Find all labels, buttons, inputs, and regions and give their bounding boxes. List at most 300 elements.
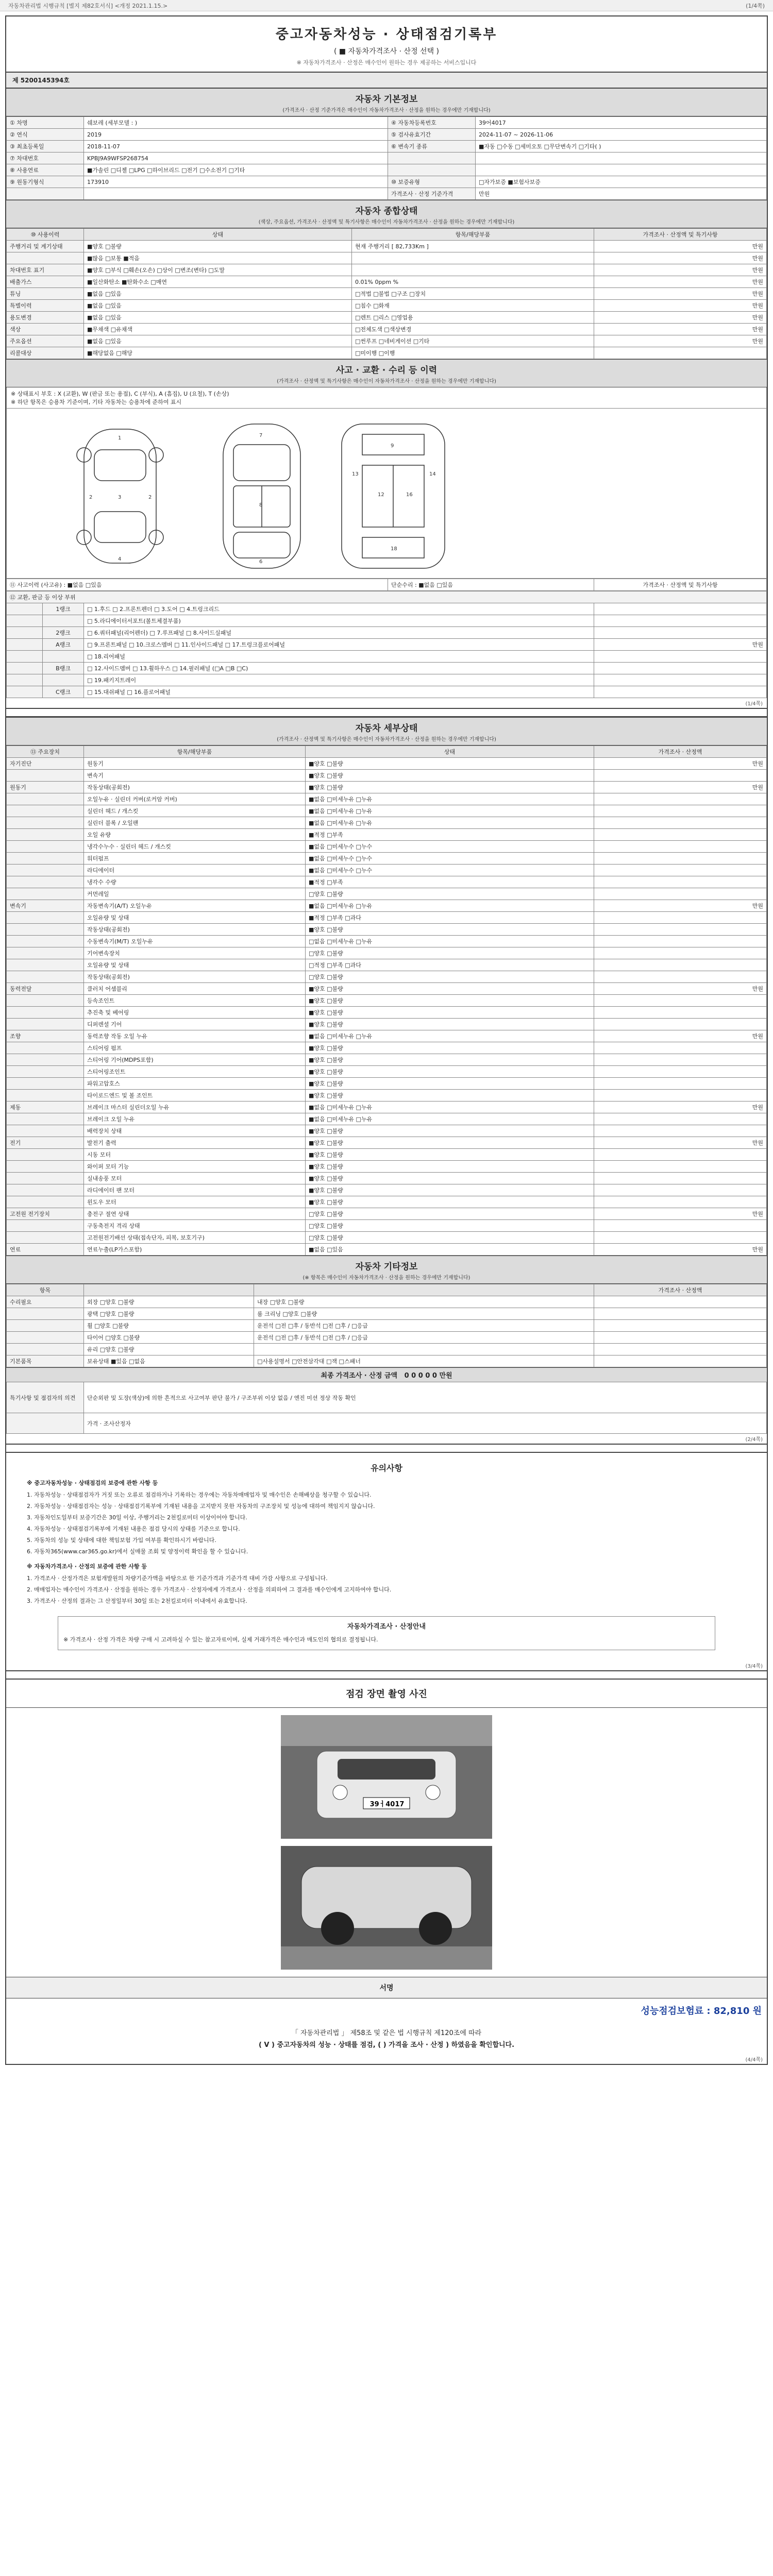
- page-2: [6, 717, 767, 1434]
- detail-col-price: 가격조사 · 산정액: [594, 746, 767, 758]
- grade-label: C랭크: [43, 686, 84, 698]
- detail-part: 스티어링 기어(MDPS포함): [84, 1054, 306, 1066]
- overall-state: ■해당없음 □해당: [84, 347, 352, 359]
- grade-items: □ 12.사이드멤버 □ 13.휠하우스 □ 14.필러패널 (□A □B □C): [84, 663, 594, 674]
- basic-value: [84, 188, 388, 200]
- detail-row: [7, 1149, 767, 1161]
- grade-price: 만원: [594, 639, 767, 651]
- detail-system: [7, 1042, 84, 1054]
- detail-row: [7, 983, 767, 995]
- detail-row: [7, 1208, 767, 1220]
- detail-price: [594, 1054, 767, 1066]
- other-price: [594, 1320, 767, 1332]
- detail-system: [7, 912, 84, 924]
- svg-text:3: 3: [118, 495, 122, 500]
- detail-price: [594, 936, 767, 947]
- basic-label: ① 차명: [7, 117, 84, 129]
- overall-key: 색상: [7, 324, 84, 335]
- detail-state: ■적정 □부족: [306, 876, 594, 888]
- detail-state: ■양호 □불량: [306, 758, 594, 770]
- grade-label: [43, 651, 84, 663]
- detail-system: 제동: [7, 1101, 84, 1113]
- other-row: [7, 1320, 767, 1332]
- overall-state: ■없음 □있음: [84, 335, 352, 347]
- grade-spacer: [7, 686, 43, 698]
- overall-item: □썬루프 □네비게이션 □기타: [352, 335, 594, 347]
- detail-row: [7, 793, 767, 805]
- detail-system: 고전원 전기장치: [7, 1208, 84, 1220]
- detail-status-table: [6, 745, 767, 1256]
- detail-price: [594, 888, 767, 900]
- detail-price: 만원: [594, 900, 767, 912]
- other-detail: 운전석 □전 □후 / 동반석 □전 □후 / □응급: [254, 1320, 594, 1332]
- basic-value: 2024-11-07 ~ 2026-11-06: [476, 129, 767, 141]
- remarks-table: [6, 1382, 767, 1434]
- svg-text:7: 7: [259, 433, 263, 438]
- grade-spacer: [7, 627, 43, 639]
- overall-row: [7, 324, 767, 335]
- detail-state: ■양호 □불량: [306, 1054, 594, 1066]
- overall-price: 만원: [594, 324, 767, 335]
- detail-row: [7, 876, 767, 888]
- damage-legend: [6, 387, 767, 409]
- grade-items: □ 15.대쉬패널 □ 16.플로어패널: [84, 686, 594, 698]
- detail-price: [594, 829, 767, 841]
- detail-system: [7, 995, 84, 1007]
- detail-system: [7, 1161, 84, 1173]
- page-indicator: (1/4쪽): [746, 2, 765, 9]
- basic-info-title: 자동차 기본정보: [6, 88, 767, 106]
- detail-row: [7, 1244, 767, 1256]
- detail-price: [594, 1161, 767, 1173]
- other-col-price: 가격조사 · 산정액: [594, 1284, 767, 1296]
- svg-text:18: 18: [391, 546, 397, 552]
- detail-row: [7, 1054, 767, 1066]
- notice-item: 1. 자동차성능 · 상태점검자가 거짓 또는 오류로 점검하거나 기록하는 경우에는 자동차매매업자 및 매수인은 손해배상을 청구할 수 있습니다.: [27, 1492, 372, 1498]
- detail-row: [7, 900, 767, 912]
- basic-label: [388, 152, 476, 164]
- fee-row: [6, 1998, 767, 2022]
- grade-price: [594, 663, 767, 674]
- basic-info-row: [7, 188, 767, 200]
- other-price: [594, 1355, 767, 1367]
- detail-row: [7, 924, 767, 936]
- other-row: [7, 1308, 767, 1320]
- basic-label: [388, 164, 476, 176]
- detail-state: ■없음 □있음: [306, 1244, 594, 1256]
- detail-state: □양호 □불량: [306, 1232, 594, 1244]
- detail-part: 스티어링조인트: [84, 1066, 306, 1078]
- notice-item: 6. 자동차365(www.car365.go.kr)에서 실매물 조회 및 양정이력 확인을 할 수 있습니다.: [27, 1548, 248, 1555]
- overall-col-history: ⑩ 사용이력: [7, 229, 84, 241]
- basic-label: ⑦ 차대번호: [7, 152, 84, 164]
- final-price-label: 최종 가격조사 · 산정 금액: [321, 1372, 398, 1380]
- document-title: 중고자동차성능 · 상태점검기록부: [275, 27, 498, 42]
- detail-part: 커먼레일: [84, 888, 306, 900]
- inspection-photo-underside: [281, 1846, 492, 1970]
- detail-system: [7, 1054, 84, 1066]
- grade-price: [594, 686, 767, 698]
- detail-part: 윈도우 모터: [84, 1196, 306, 1208]
- detail-price: [594, 1090, 767, 1101]
- detail-state: ■양호 □불량: [306, 924, 594, 936]
- other-price: [594, 1296, 767, 1308]
- detail-price: [594, 853, 767, 865]
- detail-state: ■양호 □불량: [306, 770, 594, 782]
- overall-price: 만원: [594, 264, 767, 276]
- detail-state: □양호 □불량: [306, 971, 594, 983]
- notice-title: 유의사항: [371, 1463, 402, 1473]
- detail-part: 냉각수 수량: [84, 876, 306, 888]
- detail-state: ■양호 □불량: [306, 1149, 594, 1161]
- overall-item: □적법 □불법 □구조 □장치: [352, 288, 594, 300]
- detail-system: [7, 1019, 84, 1030]
- other-detail: [254, 1344, 594, 1355]
- detail-row: [7, 1137, 767, 1149]
- overall-row: [7, 335, 767, 347]
- overall-price: 만원: [594, 288, 767, 300]
- detail-system: 자기진단: [7, 758, 84, 770]
- detail-part: 작동상태(공회전): [84, 782, 306, 793]
- accident-history-note: (가격조사 · 산정액 및 특기사항은 매수인이 자동차가격조사 · 산정을 원하는 경우에만 기재합니다): [6, 377, 767, 387]
- basic-info-row: [7, 164, 767, 176]
- detail-system: [7, 936, 84, 947]
- detail-state: ■없음 □미세누유 □누유: [306, 900, 594, 912]
- other-info-title: 자동차 기타정보: [6, 1256, 767, 1273]
- detail-part: 브레이크 마스터 실린더오일 누유: [84, 1101, 306, 1113]
- detail-state: ■양호 □불량: [306, 1173, 594, 1184]
- overall-key: 배출가스: [7, 276, 84, 288]
- grade-label: B랭크: [43, 663, 84, 674]
- other-row: [7, 1332, 767, 1344]
- overall-row: [7, 241, 767, 252]
- grade-spacer: [7, 639, 43, 651]
- other-info-note: (※ 항목은 매수인이 자동차가격조사 · 산정을 원하는 경우에만 기재합니다): [6, 1273, 767, 1284]
- overall-key: 차대번호 표기: [7, 264, 84, 276]
- svg-text:6: 6: [259, 559, 263, 565]
- detail-row: [7, 1184, 767, 1196]
- other-price: [594, 1332, 767, 1344]
- grade-spacer: [7, 663, 43, 674]
- detail-col-part: 항목/해당부품: [84, 746, 306, 758]
- overall-state: ■없음 □있음: [84, 288, 352, 300]
- price-assessor-label: 가격 · 조사산정자: [84, 1413, 767, 1434]
- detail-row: [7, 1030, 767, 1042]
- detail-part: 타이로드엔드 및 볼 조인트: [84, 1090, 306, 1101]
- detail-price: [594, 770, 767, 782]
- detail-price: 만원: [594, 1244, 767, 1256]
- overall-price: 만원: [594, 276, 767, 288]
- other-item: 외장 □양호 □불량: [84, 1296, 254, 1308]
- detail-state: ■양호 □불량: [306, 1184, 594, 1196]
- detail-state: □양호 □불량: [306, 1208, 594, 1220]
- detail-part: 오일 유량: [84, 829, 306, 841]
- detail-system: [7, 770, 84, 782]
- overall-key: 주행거리 및 계기상태: [7, 241, 84, 252]
- detail-row: [7, 971, 767, 983]
- other-detail: □사용설명서 □안전삼각대 □잭 □스패너: [254, 1355, 594, 1367]
- other-col-item: 항목: [7, 1284, 84, 1296]
- basic-info-row: [7, 117, 767, 129]
- detail-state: ■없음 □미세누유 □누유: [306, 1030, 594, 1042]
- detail-row: [7, 1196, 767, 1208]
- detail-state: ■없음 □미세누유 □누유: [306, 817, 594, 829]
- detail-row: [7, 782, 767, 793]
- overall-state: ■없음 □있음: [84, 312, 352, 324]
- basic-value: 만원: [476, 188, 767, 200]
- detail-price: [594, 1184, 767, 1196]
- damage-grade-row: [7, 674, 767, 686]
- grade-price: [594, 603, 767, 615]
- svg-text:2: 2: [89, 495, 93, 500]
- detail-row: [7, 1101, 767, 1113]
- detail-system: 변속기: [7, 900, 84, 912]
- price-guide-title: 자동차가격조사 · 산정안내: [347, 1623, 426, 1631]
- detail-row: [7, 805, 767, 817]
- detail-part: 기어변속장치: [84, 947, 306, 959]
- basic-value: [476, 152, 767, 164]
- detail-price: 만원: [594, 1208, 767, 1220]
- overall-status-note: (색상, 주요옵션, 가격조사 · 산정액 및 특기사항은 매수인이 자동차가격조사 · 산정을 원하는 경우에만 기재합니다): [6, 217, 767, 228]
- detail-row: [7, 912, 767, 924]
- overall-row: [7, 347, 767, 359]
- detail-row: [7, 888, 767, 900]
- detail-price: 만원: [594, 782, 767, 793]
- remarks-text: 단순외판 및 도장(색상)에 의한 흔적으로 사고여부 판단 불가 / 구조부위 이상 없음 / 엔진 미션 정상 작동 확인: [84, 1382, 767, 1413]
- detail-row: [7, 853, 767, 865]
- detail-state: ■양호 □불량: [306, 1078, 594, 1090]
- price-guide-box: [58, 1616, 715, 1650]
- detail-system: 조향: [7, 1030, 84, 1042]
- inspection-insurance-fee: 성능점검보험료 : 82,810 원: [641, 2006, 762, 2016]
- overall-state: ■양호 □부식 □훼손(오손) □상이 □변조(변타) □도말: [84, 264, 352, 276]
- damage-legend-note: ※ 하단 항목은 승용차 기준이며, 기타 자동차는 승용차에 준하여 표시: [11, 399, 182, 405]
- accident-price-header: 가격조사 · 산정액 및 특기사항: [594, 579, 767, 591]
- page-1: [6, 16, 767, 698]
- overall-state: ■없음 □있음: [84, 300, 352, 312]
- detail-part: 고전원전기배선 상태(접속단자, 피복, 보호기구): [84, 1232, 306, 1244]
- basic-value: 2019: [84, 129, 388, 141]
- detail-part: 오일누유 · 실린더 커버(로커암 커버): [84, 793, 306, 805]
- detail-state: ■양호 □불량: [306, 782, 594, 793]
- detail-system: [7, 1232, 84, 1244]
- other-group: [7, 1332, 84, 1344]
- basic-label: ⑩ 보증유형: [388, 176, 476, 188]
- basic-value: [476, 164, 767, 176]
- other-item: 광택 □양호 □불량: [84, 1308, 254, 1320]
- detail-row: [7, 841, 767, 853]
- detail-row: [7, 865, 767, 876]
- detail-price: [594, 1007, 767, 1019]
- document-header: [6, 16, 767, 72]
- detail-system: [7, 947, 84, 959]
- detail-price: [594, 876, 767, 888]
- detail-part: 원동기: [84, 758, 306, 770]
- detail-part: 디퍼렌셜 기어: [84, 1019, 306, 1030]
- page-2-footer: (2/4쪽): [745, 1437, 763, 1443]
- detail-price: [594, 1220, 767, 1232]
- basic-value: KPBJ9A9WFSP268754: [84, 152, 388, 164]
- detail-part: 구동축전지 격리 상태: [84, 1220, 306, 1232]
- overall-item: 0.01% 0ppm %: [352, 276, 594, 288]
- detail-state: ■없음 □미세누유 □누유: [306, 805, 594, 817]
- other-row: [7, 1296, 767, 1308]
- page-3: [6, 1453, 767, 1660]
- price-guide-text: ※ 가격조사 · 산정 가격은 차량 구매 시 고려하실 수 있는 참고자료이며, 실제 거래가격은 매수인과 매도인의 협의로 결정됩니다.: [63, 1636, 378, 1643]
- detail-part: 연료누출(LP가스포함): [84, 1244, 306, 1256]
- car-diagram-icon: [74, 409, 465, 579]
- other-info-table: [6, 1284, 767, 1367]
- detail-col-state: 상태: [306, 746, 594, 758]
- notice-item: 2. 자동차성능 · 상태점검자는 성능 · 상태점검기록부에 기재된 내용을 고지받지 못한 자동차의 구조장치 및 성능에 대하여 책임지지 않습니다.: [27, 1503, 375, 1510]
- detail-row: [7, 1066, 767, 1078]
- basic-info-row: [7, 129, 767, 141]
- detail-system: [7, 1149, 84, 1161]
- notice-item: 3. 자동차인도일부터 보증기간은 30일 이상, 주행거리는 2천킬로미터 이상이어야 합니다.: [27, 1514, 247, 1521]
- final-price-row: [6, 1367, 767, 1382]
- detail-system: [7, 1173, 84, 1184]
- page-separator: [6, 708, 767, 717]
- detail-price: [594, 841, 767, 853]
- detail-system: [7, 1007, 84, 1019]
- detail-system: [7, 793, 84, 805]
- basic-label: ⑧ 사용연료: [7, 164, 84, 176]
- detail-state: ■양호 □불량: [306, 1161, 594, 1173]
- basic-label: ② 연식: [7, 129, 84, 141]
- detail-price: [594, 912, 767, 924]
- detail-system: 연료: [7, 1244, 84, 1256]
- detail-part: 오일유량 및 상태: [84, 912, 306, 924]
- detail-part: 실린더 블록 / 오일팬: [84, 817, 306, 829]
- page-4-footer: (4/4쪽): [745, 2057, 763, 2063]
- detail-price: [594, 1232, 767, 1244]
- other-item: 보유상태 ■있음 □없음: [84, 1355, 254, 1367]
- page-3-footer: (3/4쪽): [745, 1664, 763, 1669]
- detail-state: □양호 □불량: [306, 888, 594, 900]
- detail-part: 실내송풍 모터: [84, 1173, 306, 1184]
- grade-spacer: [7, 674, 43, 686]
- detail-state: □없음 □미세누유 □누유: [306, 936, 594, 947]
- detail-state: □양호 □불량: [306, 1220, 594, 1232]
- basic-info-row: [7, 176, 767, 188]
- other-price: [594, 1308, 767, 1320]
- notice-item: 1. 가격조사 · 산정가격은 보험개발원의 차량기준가액을 바탕으로 한 기준가격과 기준가격 대비 가감 사항으로 구성됩니다.: [27, 1575, 328, 1582]
- car-lift-photo-icon: [281, 1846, 492, 1970]
- detail-row: [7, 829, 767, 841]
- detail-part: 수동변속기(M/T) 오일누유: [84, 936, 306, 947]
- detail-system: [7, 1196, 84, 1208]
- svg-text:8: 8: [259, 502, 263, 508]
- basic-label: 가격조사 · 산정 기준가격: [388, 188, 476, 200]
- notice-heading-1: ※ 중고자동차성능 · 상태점검의 보증에 관한 사항 등: [27, 1480, 158, 1486]
- document-note: ※ 자동차가격조사 · 산정은 매수인이 원하는 경우 제공하는 서비스입니다: [296, 59, 477, 66]
- detail-col-system: ⑬ 주요장치: [7, 746, 84, 758]
- overall-key: 특별이력: [7, 300, 84, 312]
- damage-grade-row: [7, 686, 767, 698]
- grade-items: □ 9.프론트패널 □ 10.크로스멤버 □ 11.인사이드패널 □ 17.트렁크플로어패널: [84, 639, 594, 651]
- detail-state: ■양호 □불량: [306, 995, 594, 1007]
- other-detail: 룸 크리닝 □양호 □불량: [254, 1308, 594, 1320]
- detail-system: [7, 805, 84, 817]
- overall-row: [7, 312, 767, 324]
- detail-part: 라디에이터 팬 모터: [84, 1184, 306, 1196]
- detail-part: 변속기: [84, 770, 306, 782]
- document-subtitle: ( ■ 자동차가격조사 · 산정 선택 ): [333, 47, 440, 56]
- detail-price: 만원: [594, 758, 767, 770]
- final-price-value: 0 0 0 0 0 만원: [404, 1372, 452, 1380]
- basic-info-row: [7, 152, 767, 164]
- damage-grade-row: [7, 615, 767, 627]
- detail-part: 등속조인트: [84, 995, 306, 1007]
- detail-part: 작동상태(공회전): [84, 924, 306, 936]
- damage-grade-row: [7, 663, 767, 674]
- svg-text:4: 4: [118, 556, 122, 562]
- damage-parts-table: [6, 591, 767, 698]
- detail-part: 오일유량 및 상태: [84, 959, 306, 971]
- grade-spacer: [7, 651, 43, 663]
- detail-state: ■없음 □미세누유 □누유: [306, 793, 594, 805]
- grade-price: [594, 615, 767, 627]
- overall-item: [352, 252, 594, 264]
- detail-system: [7, 841, 84, 853]
- detail-price: [594, 1149, 767, 1161]
- notice-item: 3. 가격조사 · 산정의 결과는 그 산정일부터 30일 또는 2천킬로미터 이내에서 유효합니다.: [27, 1598, 247, 1604]
- basic-value: 173910: [84, 176, 388, 188]
- detail-system: [7, 1113, 84, 1125]
- notice-list-2: [27, 1573, 746, 1606]
- grade-price: [594, 674, 767, 686]
- detail-price: [594, 1125, 767, 1137]
- other-row: [7, 1344, 767, 1355]
- form-reference: 자동차관리법 시행규칙 [별지 제82호서식] <개정 2021.1.15.>: [8, 2, 168, 9]
- detail-system: 전기: [7, 1137, 84, 1149]
- grade-spacer: [7, 615, 43, 627]
- basic-value: ■자동 □수동 □세미오토 □무단변속기 □기타( ): [476, 141, 767, 152]
- detail-part: 브레이크 오일 누유: [84, 1113, 306, 1125]
- detail-row: [7, 1220, 767, 1232]
- detail-status-title: 자동차 세부상태: [6, 717, 767, 735]
- detail-row: [7, 936, 767, 947]
- notice-item: 5. 자동차의 성능 및 상태에 대한 책임보험 가입 여부를 확인하시기 바랍니다.: [27, 1537, 216, 1544]
- svg-text:1: 1: [118, 435, 122, 441]
- detail-state: □적정 □부족 □과다: [306, 959, 594, 971]
- overall-state: ■무채색 □유채색: [84, 324, 352, 335]
- detail-system: [7, 829, 84, 841]
- detail-price: 만원: [594, 1101, 767, 1113]
- grade-label: 2랭크: [43, 627, 84, 639]
- basic-value: 2018-11-07: [84, 141, 388, 152]
- detail-part: 시동 모터: [84, 1149, 306, 1161]
- accident-summary-table: [6, 579, 767, 591]
- overall-row: [7, 252, 767, 264]
- detail-part: 작동상태(공회전): [84, 971, 306, 983]
- overall-key: 리콜대상: [7, 347, 84, 359]
- grade-price: [594, 627, 767, 639]
- signature-row: [6, 1977, 767, 1998]
- page-separator: [6, 1670, 767, 1680]
- detail-row: [7, 959, 767, 971]
- detail-row: [7, 1090, 767, 1101]
- detail-price: [594, 1019, 767, 1030]
- detail-system: [7, 924, 84, 936]
- accident-history-status: ⑪ 사고이력 (사고유) : ■없음 □있음: [7, 579, 388, 591]
- basic-info-row: [7, 141, 767, 152]
- basic-label: [7, 188, 84, 200]
- page-separator: [6, 1444, 767, 1453]
- detail-system: [7, 876, 84, 888]
- other-row: [7, 1355, 767, 1367]
- detail-row: [7, 1019, 767, 1030]
